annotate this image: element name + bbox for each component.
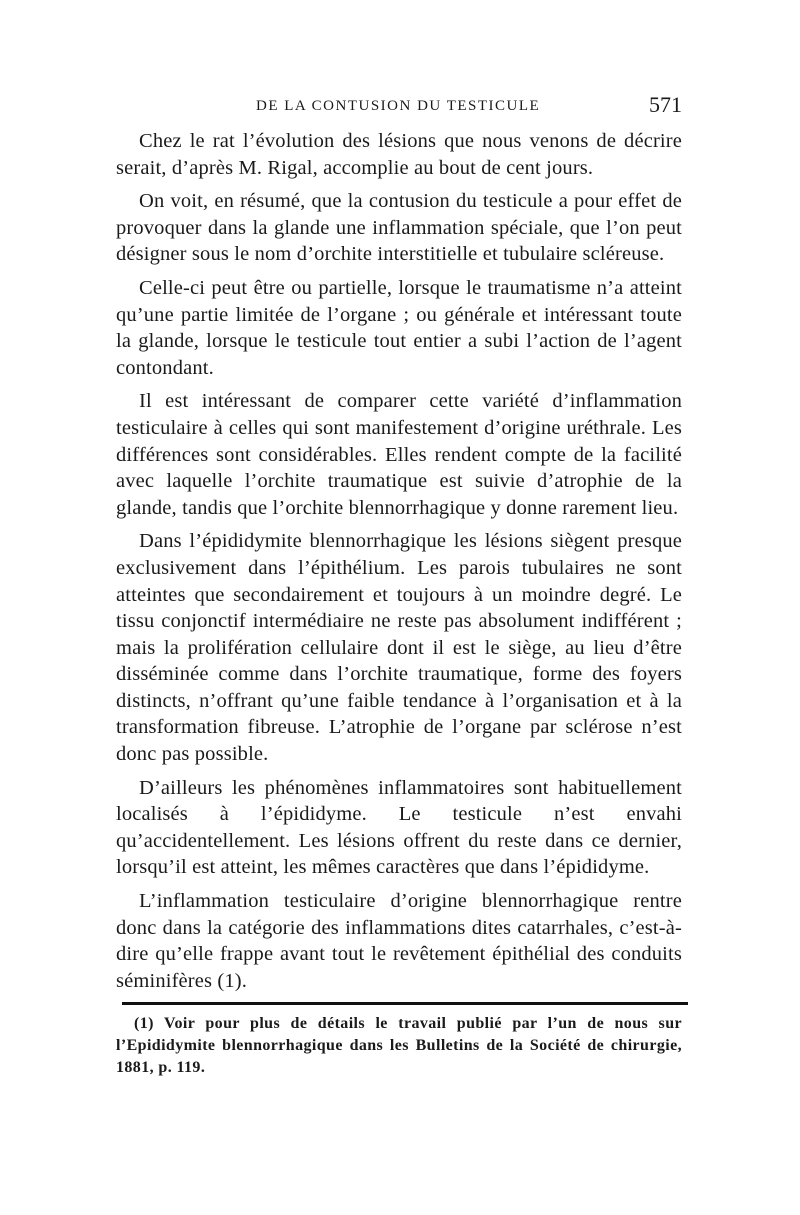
paragraph: Chez le rat l’évolution des lésions que nous venons de décrire serait, d’après M. Rigal, accomplie au bout de cent jours.	[116, 130, 682, 179]
paragraph: Il est intéressant de comparer cette variété d’inflammation testiculaire à celles qui sont manifestement d’origine uréthrale. Les différences sont considérables. Elles rendent compte de la facilité avec laquelle l’orchite traumatique est suivie d’atrophie de la glande, tandis que l’orchite blennorrhagique y donne rarement lieu.	[116, 390, 682, 519]
footnote-rule	[122, 1002, 688, 1005]
paragraph: Dans l’épididymite blennorrhagique les lésions siègent presque exclusivement dans l’épithélium. Les parois tubulaires ne sont atteintes que secondairement et toujours à un moindre degré. Le tissu conjonctif intermédiaire ne reste pas absolument indifférent ; mais la prolifération cellulaire dont il est le siège, au lieu d’être disséminée comme dans l’orchite traumatique, forme des foyers distincts, n’offrant qu’une faible tendance à l’organisation et à la transformation fibreuse. L’atrophie de l’organe par sclérose n’est donc pas possible.	[116, 530, 682, 766]
paragraph: D’ailleurs les phénomènes inflammatoires sont habituellement localisés à l’épididyme. Le testicule n’est envahi qu’accidentellement. Les lésions offrent du reste dans ce dernier, lorsqu’il est atteint, les mêmes caractères que dans l’épididyme.	[116, 776, 682, 879]
body-text	[116, 128, 682, 994]
paragraph: On voit, en résumé, que la contusion du testicule a pour effet de provoquer dans la glande une inflammation spéciale, que l’on peut désigner sous le nom d’orchite interstitielle et tubulaire scléreuse.	[116, 190, 682, 266]
paragraph: L’inflammation testiculaire d’origine blennorrhagique rentre donc dans la catégorie des inflammations dites catarrhales, c’est-à-dire qu’elle frappe avant tout le revêtement épithélial des conduits séminifères (1).	[116, 890, 682, 992]
running-head	[116, 88, 682, 128]
page-number: 571	[649, 92, 682, 117]
book-page	[116, 88, 682, 1079]
running-title: DE LA CONTUSION DU TESTICULE	[256, 98, 541, 114]
paragraph: Celle-ci peut être ou partielle, lorsque le traumatisme n’a atteint qu’une partie limitée de l’organe ; ou générale et intéressant toute la glande, lorsque le testicule tout entier a subi l’action de l’agent contondant.	[116, 276, 682, 379]
footnote: (1) Voir pour plus de détails le travail publié par l’un de nous sur l’Epididymite blennorrhagique dans les Bulletins de la Société de chirurgie, 1881, p. 119.	[116, 1015, 682, 1077]
